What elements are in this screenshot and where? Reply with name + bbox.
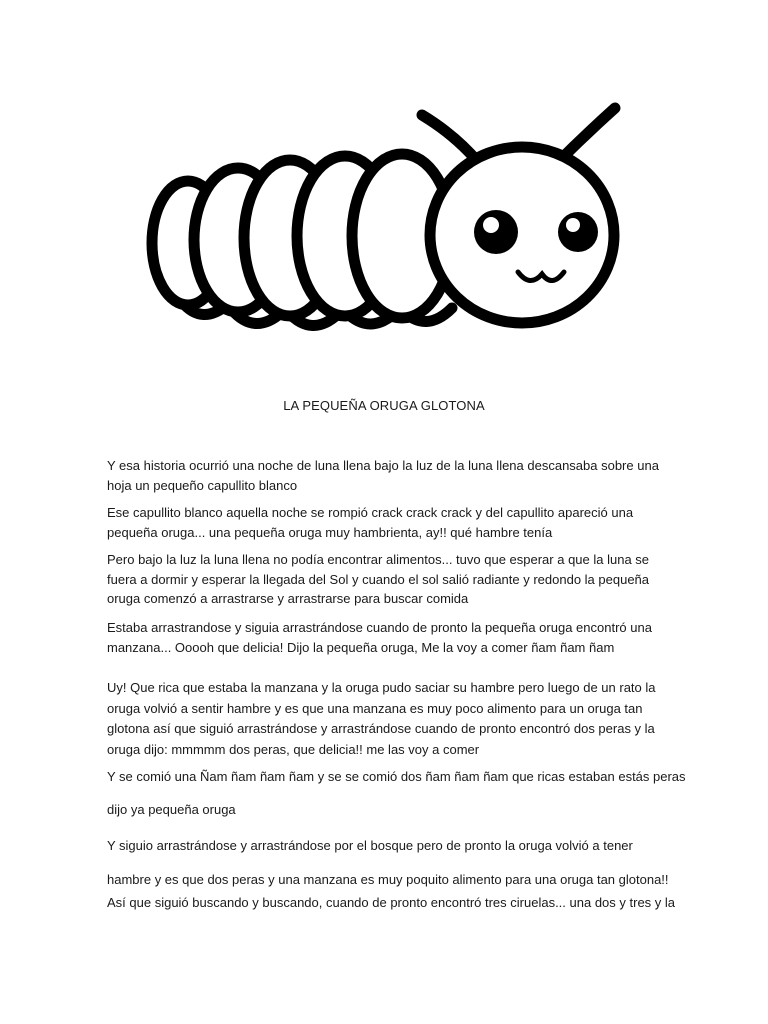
paragraph-line: oruga comenzó a arrastrarse y arrastrarse para buscar comida [107, 591, 469, 606]
paragraph-line: glotona así que siguió arrastrándose y arrastrándose cuando de pronto encontró dos peras y la [107, 721, 655, 736]
story-title: LA PEQUEÑA ORUGA GLOTONA [283, 398, 485, 413]
paragraph-line: manzana... Ooooh que delicia! Dijo la pequeña oruga, Me la voy a comer ñam ñam ñam [107, 639, 615, 655]
story-paragraph [107, 800, 667, 820]
story-paragraph [107, 550, 667, 609]
paragraph-line: hoja un pequeño capullito blanco [107, 477, 298, 493]
caterpillar-eye [558, 212, 598, 252]
paragraph-line: Así que siguió buscando y buscando, cuando de pronto encontró tres ciruelas... una dos y tres y la [107, 895, 676, 910]
story-paragraph [107, 868, 676, 914]
story-paragraph [107, 456, 667, 495]
paragraph-line: Y esa historia ocurrió una noche de luna llena bajo la luz de la luna llena descansaba sobre una [107, 458, 659, 473]
story-paragraph [107, 836, 667, 856]
paragraph-line: fuera a dormir y esperar la llegada del Sol y cuando el sol salió radiante y redondo la pequeña [107, 571, 650, 587]
paragraph-line: Uy! Que rica que estaba la manzana y la oruga pudo saciar su hambre pero luego de un rato la [107, 680, 656, 695]
caterpillar-antenna [422, 115, 478, 162]
story-paragraph [107, 767, 686, 787]
paragraph-line: dijo ya pequeña oruga [107, 802, 236, 817]
paragraph-line: oruga dijo: mmmmm dos peras, que delicia!! me las voy a comer [107, 741, 480, 757]
paragraph-line: Y siguio arrastrándose y arrastrándose por el bosque pero de pronto la oruga volvió a tener [107, 838, 633, 853]
paragraph-line: Estaba arrastrandose y siguia arrastrándose cuando de pronto la pequeña oruga encontró una [107, 620, 652, 635]
paragraph-line: Pero bajo la luz la luna llena no podía encontrar alimentos... tuvo que esperar a que la luna se [107, 552, 650, 567]
paragraph-line: hambre y es que dos peras y una manzana es muy poquito alimento para una oruga tan glotona!! [107, 872, 669, 887]
paragraph-line: pequeña oruga... una pequeña oruga muy hambrienta, ay!! qué hambre tenía [107, 524, 553, 540]
paragraph-line: Ese capullito blanco aquella noche se rompió crack crack crack y del capullito apareció una [107, 505, 634, 520]
caterpillar-illustration [140, 90, 630, 360]
paragraph-line: oruga volvió a sentir hambre y es que una manzana es muy poco alimento para un oruga tan [107, 700, 643, 716]
story-paragraph [107, 503, 667, 542]
story-paragraph [107, 618, 667, 657]
paragraph-line: Y se comió una Ñam ñam ñam ñam y se se comió dos ñam ñam ñam que ricas estaban estás peras [107, 769, 686, 784]
caterpillar-eye [474, 210, 518, 254]
story-paragraph [107, 678, 667, 760]
